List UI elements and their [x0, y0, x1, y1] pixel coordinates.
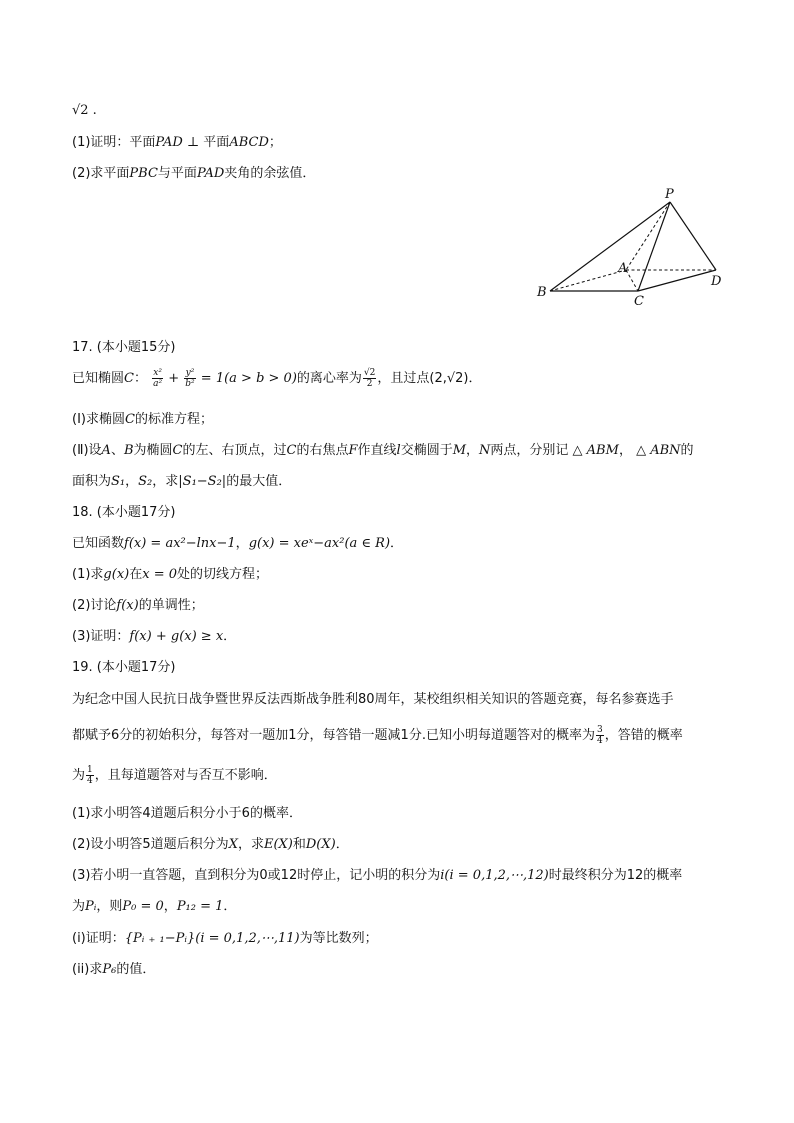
text: 的左、右顶点，过	[182, 443, 287, 458]
math: f(x) + g(x) ≥ x	[129, 629, 224, 644]
math: B	[123, 443, 134, 458]
problem-heading: 17. (本小题15分)	[72, 340, 176, 355]
text: (1)求小明答4道题后积分小于6的概率．	[72, 806, 302, 821]
vertex-label-C: C	[634, 294, 644, 308]
p19-question-1	[72, 805, 302, 823]
text: 为	[72, 899, 86, 914]
math: N	[479, 443, 491, 458]
text: (2)讨论	[72, 598, 117, 613]
math: g(x) = xeˣ−ax²(a ∈ R)	[248, 536, 391, 551]
text: (1)求	[72, 567, 104, 582]
vertex-label-P: P	[665, 187, 674, 202]
text: ， △	[618, 443, 651, 458]
numerator: √2	[363, 368, 376, 378]
fraction-x2-a2	[152, 368, 163, 389]
text: ．	[335, 837, 349, 852]
math: |S₁−S₂|	[178, 474, 227, 489]
text: ，	[125, 474, 139, 489]
text: ，	[466, 443, 480, 458]
text: ．	[223, 629, 237, 644]
text: 夹角的余弦值．	[224, 166, 316, 181]
math: PBC	[129, 166, 158, 181]
text: 与平面	[157, 166, 197, 181]
text: (3)若小明一直答题，直到积分为0或12时停止，记小明的积分为	[72, 868, 441, 883]
math: P₆	[102, 962, 117, 977]
p18-question-3	[72, 628, 236, 646]
text: 在	[129, 567, 143, 582]
math: C	[124, 371, 134, 386]
text: ，则	[96, 899, 123, 914]
perp-symbol: ⊥	[182, 135, 204, 150]
text: 面积为	[72, 474, 112, 489]
text: (2)设小明答5道题后积分为	[72, 837, 229, 852]
denominator: 4	[596, 736, 603, 746]
math: C	[286, 443, 297, 458]
edge-PA	[626, 202, 670, 270]
numerator: x²	[153, 368, 162, 378]
text: 平面	[203, 135, 230, 150]
plus: +	[164, 371, 184, 386]
fraction-1-4	[86, 765, 94, 786]
text: (ii)求	[72, 962, 103, 977]
text: 已知函数	[72, 536, 125, 551]
text: 处的切线方程；	[177, 567, 269, 582]
math: F	[348, 443, 358, 458]
text: ；	[268, 135, 282, 150]
text: 的	[680, 443, 694, 458]
math: S₂	[138, 474, 153, 489]
vertex-label-D: D	[711, 274, 722, 289]
denominator: b²	[185, 379, 195, 389]
p19-line-3	[72, 763, 277, 789]
p19-question-3	[72, 867, 682, 885]
text: 的右焦点	[296, 443, 349, 458]
p19-subquestion-ii	[72, 961, 155, 979]
problem-heading: 19. (本小题17分)	[72, 660, 176, 675]
p19-heading	[72, 659, 176, 677]
text: ：	[133, 371, 147, 386]
text: 为纪念中国人民抗日战争暨世界反法西斯战争胜利80周年，某校组织相关知识的答题竞赛，每名参赛选手	[72, 692, 674, 707]
p19-line-1	[72, 691, 674, 709]
math: S₁	[111, 474, 126, 489]
edge-PB	[550, 202, 670, 291]
p18-question-2	[72, 597, 204, 615]
text: 已知椭圆	[72, 371, 125, 386]
p19-question-2	[72, 836, 349, 854]
math: ABCD	[229, 135, 269, 150]
edge-PC	[638, 202, 670, 291]
edge-CD	[638, 270, 716, 291]
math: M	[452, 443, 467, 458]
math: P₀ = 0	[122, 899, 164, 914]
text: (1)证明：平面	[72, 135, 156, 150]
math: ABN	[650, 443, 681, 458]
text: ，且每道题答对与否互不影响．	[94, 768, 277, 783]
p17-part-2	[72, 442, 694, 460]
math: (i = 0,1,2,⋯,12)	[444, 868, 549, 883]
fraction-3-4	[596, 725, 604, 746]
math: Pᵢ	[85, 899, 97, 914]
text: ，答错的概率	[604, 728, 683, 743]
math: l	[396, 443, 401, 458]
p19-line-2	[72, 723, 683, 749]
text: 两点，分别记 △	[490, 443, 587, 458]
text: ，且过点(2,√2)．	[377, 371, 482, 386]
math: A	[101, 443, 111, 458]
text: (3)证明：	[72, 629, 130, 644]
text: 作直线	[357, 443, 397, 458]
p17-heading	[72, 339, 176, 357]
text: (i)证明：	[72, 931, 125, 946]
text: 的离心率为	[296, 371, 362, 386]
math: E(X)	[263, 837, 293, 852]
p17-part-2-cont	[72, 473, 291, 491]
math: P₁₂ = 1	[176, 899, 224, 914]
numerator: 3	[596, 725, 603, 735]
p17-statement	[72, 366, 481, 392]
text: 的值．	[116, 962, 156, 977]
denominator: a²	[153, 379, 163, 389]
numerator: y²	[185, 368, 195, 378]
p16-question-2	[72, 165, 315, 183]
p18-heading	[72, 504, 176, 522]
text: (Ⅰ)求椭圆	[72, 412, 125, 427]
problem-heading: 18. (本小题17分)	[72, 505, 176, 520]
text: 的最大值．	[226, 474, 292, 489]
vertex-label-B: B	[537, 285, 547, 300]
text: ，求	[237, 837, 264, 852]
denominator: 2	[366, 379, 373, 389]
text: 交椭圆于	[400, 443, 453, 458]
pyramid-figure	[530, 184, 730, 308]
text: 为等比数列；	[299, 931, 378, 946]
math: = 1(a > b > 0)	[196, 371, 297, 386]
math: x = 0	[142, 567, 177, 582]
math: D(X)	[305, 837, 336, 852]
text: ，	[163, 899, 177, 914]
math: g(x)	[103, 567, 130, 582]
text: (2)求平面	[72, 166, 130, 181]
math: f(x) = ax²−lnx−1	[124, 536, 236, 551]
math: X	[228, 837, 238, 852]
p17-part-1	[72, 411, 213, 429]
math: C	[124, 412, 135, 427]
numerator: 1	[87, 765, 93, 775]
text: ，	[235, 536, 249, 551]
edge-BA	[550, 270, 626, 291]
text: 、	[110, 443, 124, 458]
math: {Pᵢ ₊ ₁−Pᵢ}(i = 0,1,2,⋯,11)	[124, 931, 300, 946]
text: 都赋予6分的初始积分，每答对一题加1分，每答错一题减1分.已知小明每道题答对的概率为	[72, 728, 595, 743]
p16-question-1	[72, 134, 282, 152]
text: 的单调性；	[138, 598, 204, 613]
denominator: 4	[87, 776, 93, 786]
math: f(x)	[116, 598, 139, 613]
math: PAD	[155, 135, 183, 150]
math: i	[440, 868, 445, 883]
fraction-y2-b2	[184, 368, 195, 389]
p18-question-1	[72, 566, 268, 584]
text: 的标准方程；	[134, 412, 213, 427]
math: PAD	[196, 166, 225, 181]
text: 为	[72, 768, 86, 783]
p19-subquestion-i	[72, 930, 378, 948]
sqrt2-fragment: √2 .	[72, 103, 97, 118]
p19-question-3-cont	[72, 898, 236, 916]
text: (Ⅱ)设	[72, 443, 102, 458]
vertex-label-A: A	[618, 261, 628, 276]
text: ，求	[152, 474, 179, 489]
text: 和	[292, 837, 306, 852]
text: 时最终积分为12的概率	[548, 868, 683, 883]
p18-statement	[72, 535, 403, 553]
math: ABM	[586, 443, 619, 458]
fraction-sqrt2-2	[363, 368, 376, 389]
text: 为椭圆	[133, 443, 173, 458]
text: ．	[390, 536, 404, 551]
edge-PD	[670, 202, 716, 270]
edge-AC	[626, 270, 638, 291]
text: ．	[223, 899, 237, 914]
p16-fragment	[72, 102, 97, 120]
math: C	[172, 443, 183, 458]
